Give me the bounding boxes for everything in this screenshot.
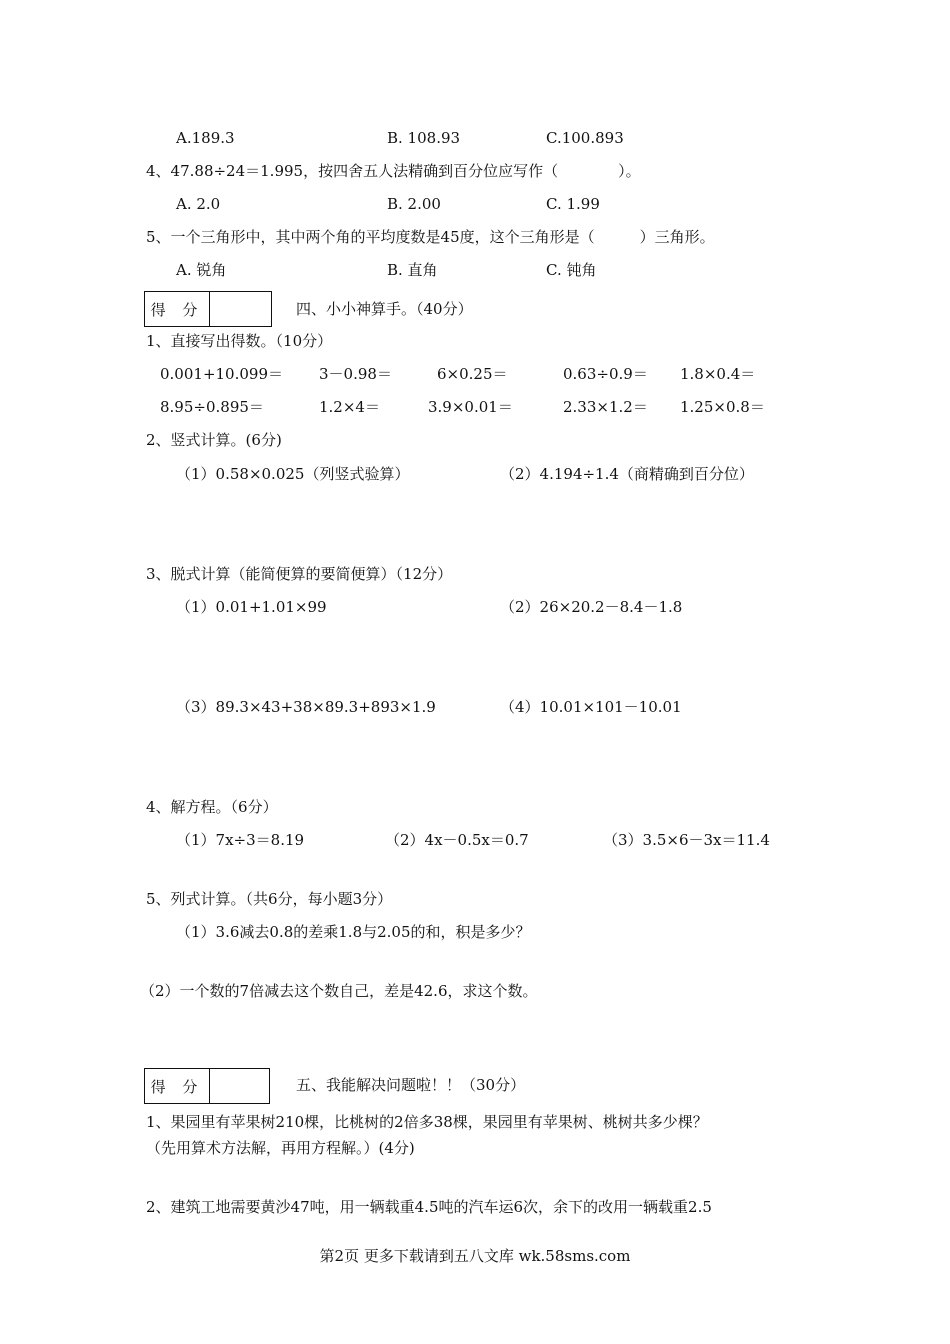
q4-option-a: A. 2.0 bbox=[176, 195, 221, 213]
p1-r1-c3: 6×0.25＝ bbox=[437, 365, 508, 383]
section5-title: 五、我能解决问题啦！！（30分） bbox=[296, 1076, 526, 1094]
p3-item-3: （3）89.3×43+38×89.3+893×1.9 bbox=[176, 698, 436, 716]
p5-item-2: （2）一个数的7倍减去这个数自己，差是42.6，求这个数。 bbox=[140, 982, 538, 1000]
score-label: 得 分 bbox=[145, 292, 210, 326]
q3-option-b: B. 108.93 bbox=[387, 129, 461, 147]
score-blank[interactable] bbox=[210, 292, 271, 326]
p4-title: 4、解方程。（6分） bbox=[146, 798, 278, 816]
q4-option-b: B. 2.00 bbox=[387, 195, 441, 213]
p1-r2-c5: 1.25×0.8＝ bbox=[680, 398, 765, 416]
q5-option-a: A. 锐角 bbox=[176, 261, 227, 279]
s5-q1-line2: （先用算术方法解，再用方程解。）(4分) bbox=[146, 1139, 415, 1157]
p3-item-1: （1）0.01+1.01×99 bbox=[176, 598, 327, 616]
p5-title: 5、列式计算。（共6分，每小题3分） bbox=[146, 890, 393, 908]
q4-option-c: C. 1.99 bbox=[546, 195, 600, 213]
p4-item-1: （1）7x÷3＝8.19 bbox=[176, 831, 305, 849]
p5-item-1: （1）3.6减去0.8的差乘1.8与2.05的和，积是多少？ bbox=[176, 923, 531, 941]
p1-r2-c2: 1.2×4＝ bbox=[319, 398, 380, 416]
p4-item-3: （3）3.5×6－3x＝11.4 bbox=[603, 831, 770, 849]
p3-item-4: （4）10.01×101－10.01 bbox=[500, 698, 682, 716]
q3-option-a: A.189.3 bbox=[176, 129, 235, 147]
page-footer: 第2页 更多下载请到五八文库 wk.58sms.com bbox=[319, 1247, 631, 1265]
score-blank[interactable] bbox=[210, 1069, 269, 1103]
p1-r2-c1: 8.95÷0.895＝ bbox=[160, 398, 264, 416]
score-box-section4 bbox=[144, 291, 272, 327]
s5-q1-line1: 1、果园里有苹果树210棵，比桃树的2倍多38棵，果园里有苹果树、桃树共多少棵？ bbox=[146, 1113, 708, 1131]
p4-item-2: （2）4x－0.5x＝0.7 bbox=[385, 831, 529, 849]
p3-title: 3、脱式计算（能简便算的要简便算）（12分） bbox=[146, 565, 453, 583]
q4-text: 4、47.88÷24＝1.995，按四舍五人法精确到百分位应写作（ ）。 bbox=[146, 162, 641, 180]
score-label: 得 分 bbox=[145, 1069, 210, 1103]
p1-r1-c5: 1.8×0.4＝ bbox=[680, 365, 756, 383]
p1-r2-c3: 3.9×0.01＝ bbox=[428, 398, 513, 416]
p1-r1-c1: 0.001+10.099＝ bbox=[160, 365, 283, 383]
p2-item-2: （2）4.194÷1.4（商精确到百分位） bbox=[500, 465, 754, 483]
p2-title: 2、竖式计算。(6分) bbox=[146, 431, 282, 449]
q3-option-c: C.100.893 bbox=[546, 129, 624, 147]
section4-title: 四、小小神算手。（40分） bbox=[296, 300, 473, 318]
q5-option-b: B. 直角 bbox=[387, 261, 438, 279]
p3-item-2: （2）26×20.2－8.4－1.8 bbox=[500, 598, 683, 616]
p1-title: 1、直接写出得数。（10分） bbox=[146, 332, 333, 350]
score-box-section5 bbox=[144, 1068, 270, 1104]
q5-option-c: C. 钝角 bbox=[546, 261, 597, 279]
p2-item-1: （1）0.58×0.025（列竖式验算） bbox=[176, 465, 410, 483]
p1-r1-c2: 3－0.98＝ bbox=[319, 365, 392, 383]
p1-r2-c4: 2.33×1.2＝ bbox=[563, 398, 648, 416]
p1-r1-c4: 0.63÷0.9＝ bbox=[563, 365, 648, 383]
q5-text: 5、一个三角形中，其中两个角的平均度数是45度，这个三角形是（ ）三角形。 bbox=[146, 228, 715, 246]
s5-q2-line1: 2、建筑工地需要黄沙47吨，用一辆载重4.5吨的汽车运6次，余下的改用一辆载重2.5 bbox=[146, 1198, 712, 1216]
